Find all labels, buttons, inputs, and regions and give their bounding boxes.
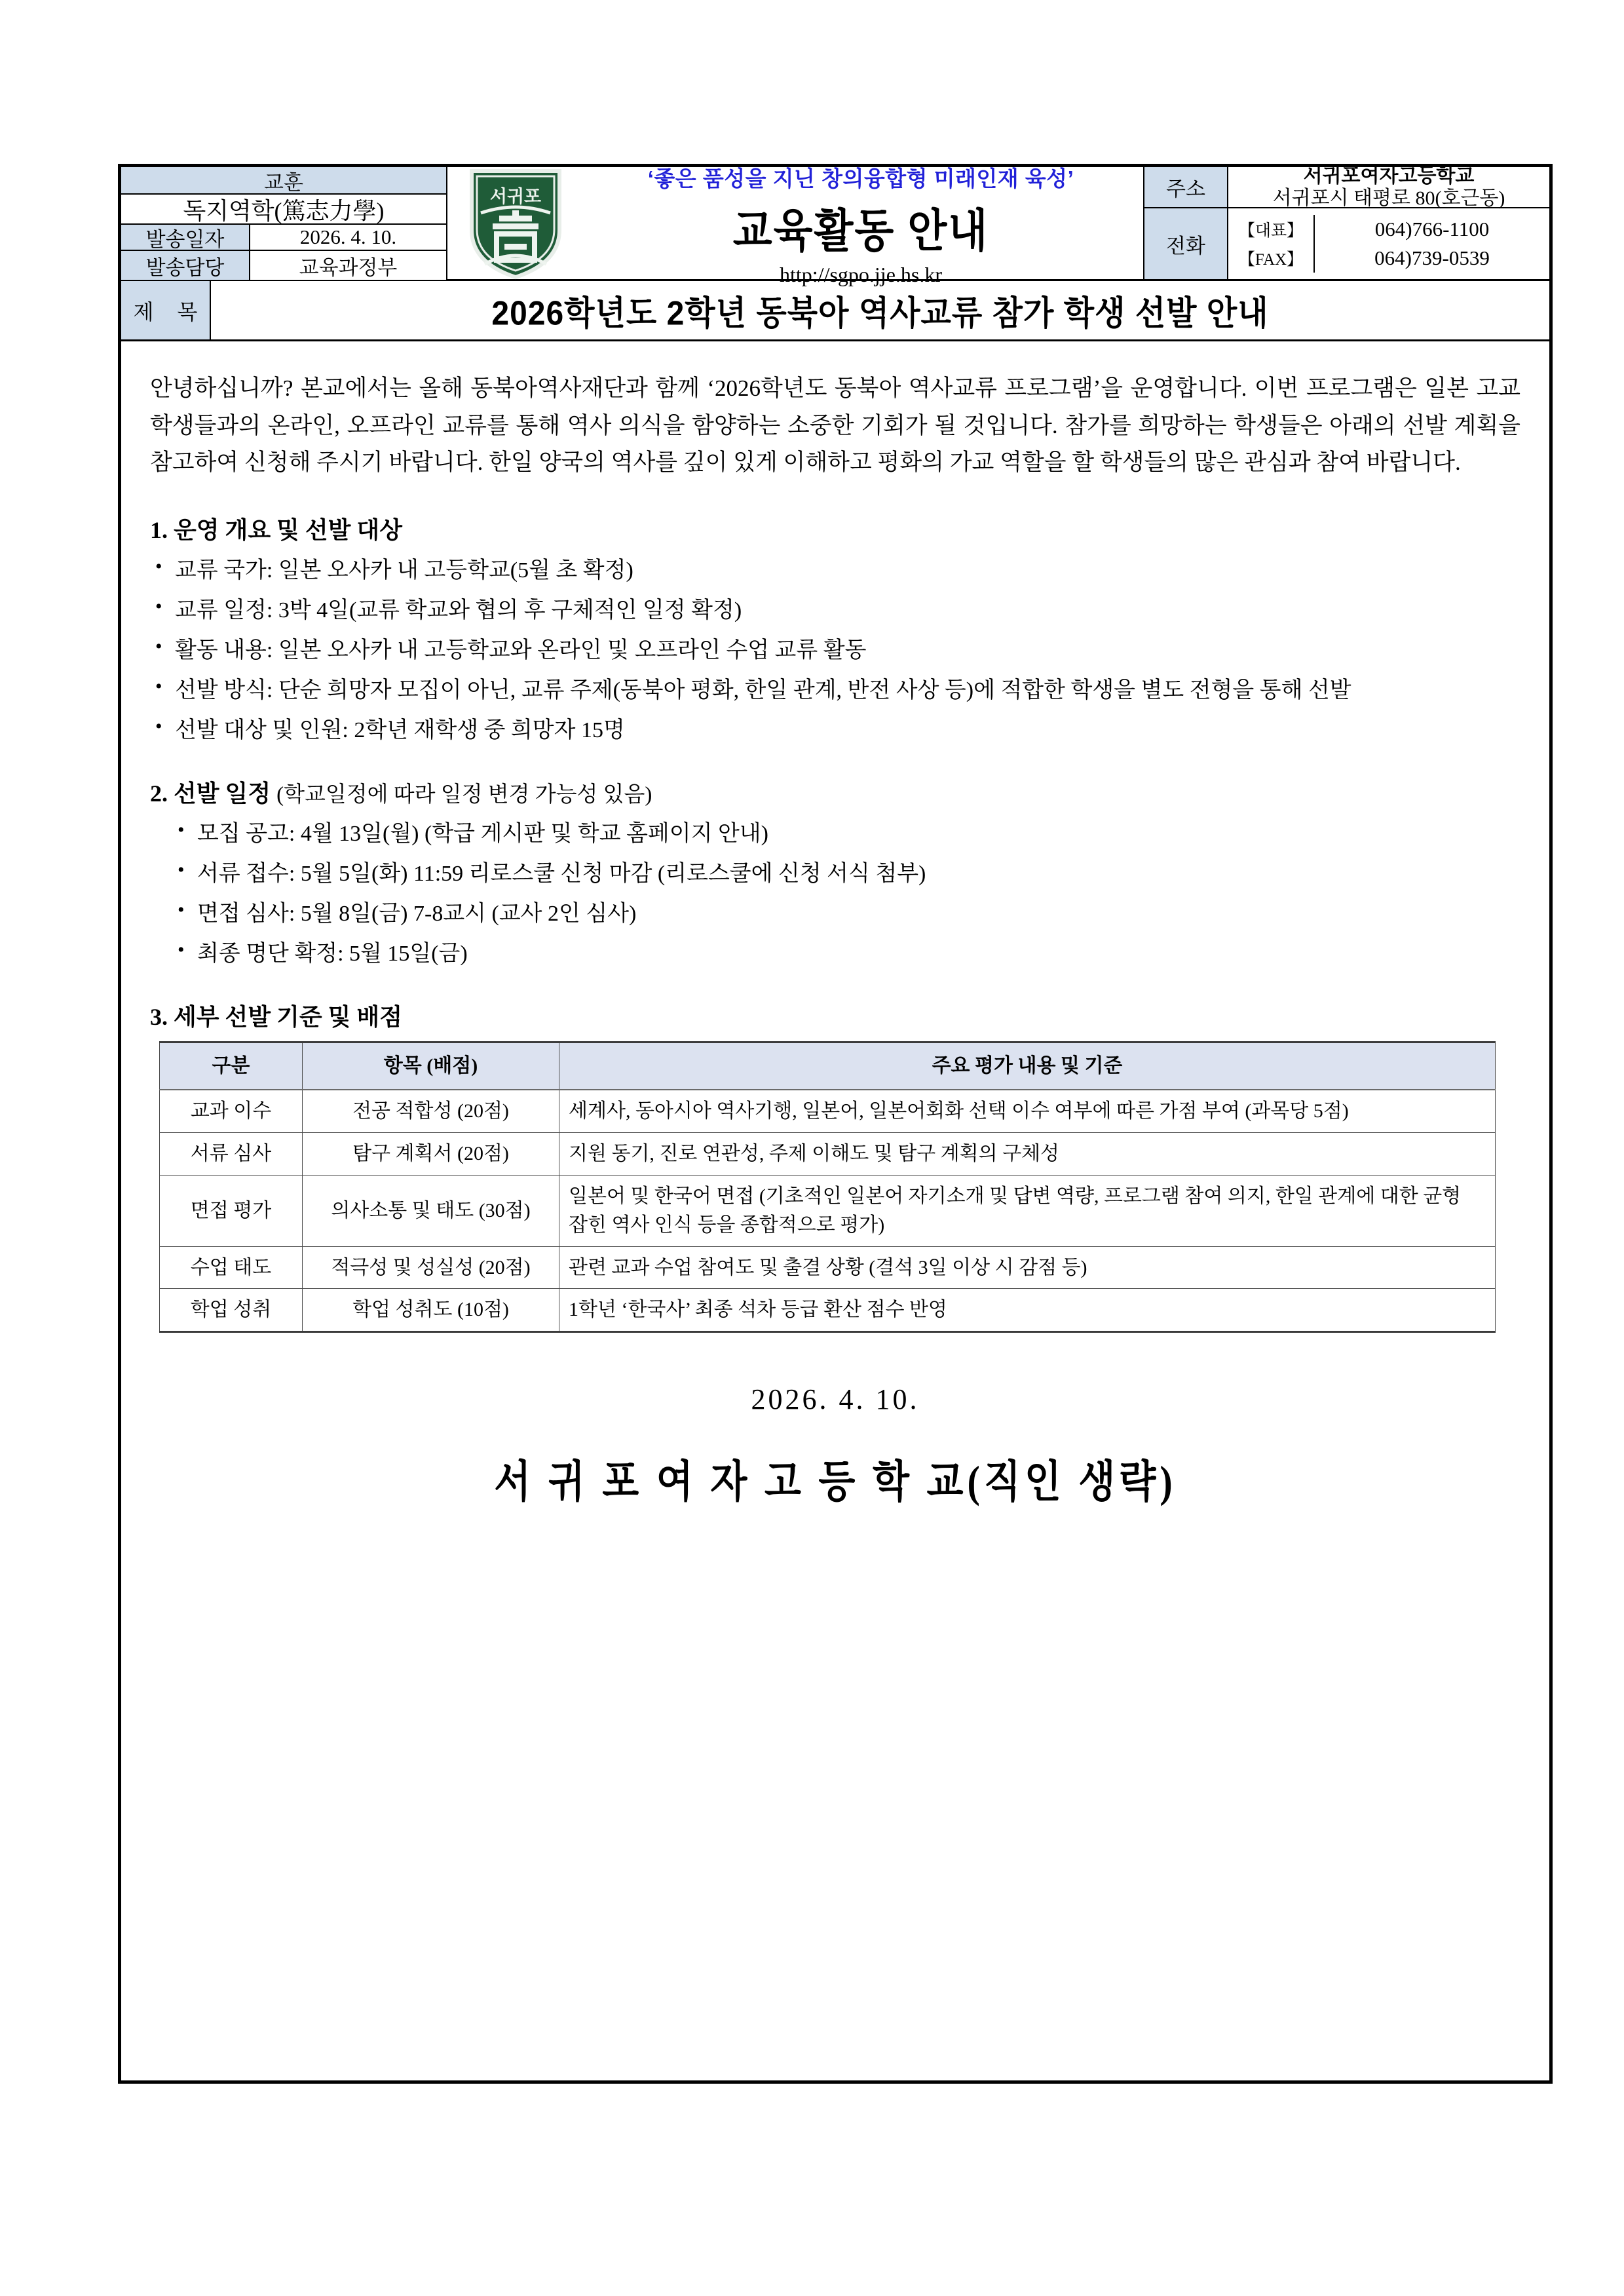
list-item: • 교류 국가: 일본 오사카 내 고등학교(5월 초 확정)	[150, 553, 1520, 588]
address-row	[1144, 164, 1549, 209]
cell-division: 수업 태도	[160, 1246, 303, 1289]
document-page	[118, 164, 1553, 2084]
table-row	[160, 1133, 1496, 1176]
school-name-text: 서귀포여자고등학교	[1303, 164, 1475, 187]
phone-label: 전화	[1144, 208, 1228, 279]
column-header-division: 구분	[160, 1043, 303, 1090]
subject-label: 제 목	[121, 281, 211, 339]
table-header	[160, 1043, 1496, 1090]
column-header-item: 항목 (배점)	[303, 1043, 559, 1090]
document-type-title: 교육활동 안내	[732, 206, 989, 257]
cell-division: 학업 성취	[160, 1289, 303, 1332]
phone-main-tag: 【대표】	[1228, 215, 1315, 244]
section-2-title	[150, 775, 1520, 809]
table-row	[160, 1175, 1496, 1246]
motto-value: 독지역학(篤志力學)	[121, 195, 446, 225]
motto-label: 교훈	[121, 167, 446, 195]
footer-date: 2026. 4. 10.	[751, 1383, 920, 1416]
section-1-title	[150, 512, 1520, 545]
phone-values	[1228, 208, 1549, 279]
intro-paragraph: 안녕하십니까? 본교에서는 올해 동북아역사재단과 함께 ‘2026학년도 동북아 역사교류 프로그램’을 운영합니다. 이번 프로그램은 일본 고교 학생들과의 온라인, 오프라인 교류를 통해 역사 의식을 함양하는 소중한 기회가 될 것입니다. 참가를 희망하는 학생들은 아래의 선발 계획을 참고하여 신청해 주시기 바랍니다. 한일 양국의 역사를 깊이 있게 이해하고 평화의 가교 역할을 할 학생들의 많은 관심과 참여 바랍니다.	[150, 375, 1520, 476]
list-item: • 면접 심사: 5월 8일(금) 7-8교시 (교사 2인 심사)	[172, 896, 1520, 931]
list-item: • 최종 명단 확정: 5월 15일(금)	[172, 936, 1520, 971]
cell-item: 의사소통 및 태도 (30점)	[303, 1175, 559, 1246]
cell-description: 관련 교과 수업 참여도 및 출결 상황 (결석 3일 이상 시 감점 등)	[559, 1246, 1496, 1289]
title-text-column	[580, 159, 1139, 287]
column-header-description: 주요 평가 내용 및 기준	[559, 1043, 1496, 1090]
send-dept-row	[121, 251, 446, 280]
school-emblem-wrap	[451, 167, 580, 280]
subject-title: 2026학년도 2학년 동북아 역사교류 참가 학생 선발 안내	[491, 295, 1269, 333]
section-1-number: 1.	[150, 517, 168, 544]
table-row	[160, 1090, 1496, 1132]
send-dept-label: 발송담당	[121, 251, 250, 280]
table-header-row	[160, 1043, 1496, 1090]
section-1-heading: 운영 개요 및 선발 대상	[174, 517, 402, 544]
send-date-label: 발송일자	[121, 225, 250, 250]
phone-fax-value: 064)739-0539	[1374, 246, 1490, 269]
section-3-heading: 세부 선발 기준 및 배점	[174, 1004, 402, 1031]
list-item: • 서류 접수: 5월 5일(화) 11:59 리로스쿨 신청 마감 (리로스쿨에 신청 서식 첨부)	[172, 856, 1520, 891]
cell-division: 면접 평가	[160, 1175, 303, 1246]
cell-item: 학업 성취도 (10점)	[303, 1289, 559, 1332]
send-date-row	[121, 225, 446, 251]
cell-description: 지원 동기, 진로 연관성, 주제 이해도 및 탐구 계획의 구체성	[559, 1133, 1496, 1176]
cell-description: 일본어 및 한국어 면접 (기초적인 일본어 자기소개 및 답변 역량, 프로그램 참여 의지, 한일 관계에 대한 균형 잡힌 역사 인식 등을 종합적으로 평가)	[559, 1175, 1496, 1246]
section-2-heading: 선발 일정	[174, 780, 271, 807]
header-title-block	[447, 166, 1144, 286]
phone-main-row	[1228, 215, 1549, 244]
header-left-info-table	[121, 167, 447, 279]
section-3-number: 3.	[150, 1004, 168, 1031]
cell-item: 적극성 및 성실성 (20점)	[303, 1246, 559, 1289]
document-footer	[150, 1383, 1520, 1512]
phone-fax-tag: 【FAX】	[1228, 244, 1315, 273]
address-label: 주소	[1144, 167, 1228, 207]
footer-school-signature: 서 귀 포 여 자 고 등 학 교(직인 생략)	[494, 1457, 1177, 1507]
phone-fax-row	[1228, 244, 1549, 273]
school-website-url[interactable]: http://sgpo.jje.hs.kr	[780, 263, 942, 286]
list-item: • 교류 일정: 3박 4일(교류 학교와 협의 후 구체적인 일정 확정)	[150, 593, 1520, 628]
school-emblem-icon	[466, 167, 565, 280]
header-contact-table	[1144, 164, 1549, 279]
send-date-value: 2026. 4. 10.	[250, 225, 446, 250]
vision-statement: ‘좋은 품성을 지닌 창의융합형 미래인재 육성’	[647, 166, 1074, 191]
send-dept-value: 교육과정부	[250, 251, 446, 280]
table-row	[160, 1289, 1496, 1332]
svg-text:서귀포: 서귀포	[489, 186, 542, 206]
table-body	[160, 1090, 1496, 1331]
subject-row	[121, 281, 1549, 341]
cell-description: 1학년 ‘한국사’ 최종 석차 등급 환산 점수 반영	[559, 1289, 1496, 1332]
phone-row	[1144, 208, 1549, 279]
document-header	[121, 164, 1549, 286]
list-item: • 선발 대상 및 인원: 2학년 재학생 중 희망자 15명	[150, 713, 1520, 748]
list-item: • 활동 내용: 일본 오사카 내 고등학교와 온라인 및 오프라인 수업 교류 활동	[150, 633, 1520, 668]
section-2-note: (학교일정에 따라 일정 변경 가능성 있음)	[276, 783, 652, 807]
cell-item: 탐구 계획서 (20점)	[303, 1133, 559, 1176]
document-body	[121, 341, 1549, 1512]
address-line-text: 서귀포시 태평로 80(호근동)	[1272, 187, 1505, 209]
table-row	[160, 1246, 1496, 1289]
section-2-number: 2.	[150, 780, 168, 807]
phone-main-value: 064)766-1100	[1374, 218, 1490, 240]
list-item: • 모집 공고: 4월 13일(월) (학급 게시판 및 학교 홈페이지 안내)	[172, 816, 1520, 851]
cell-division: 교과 이수	[160, 1090, 303, 1132]
section-1-list	[150, 553, 1520, 748]
section-3-title	[150, 999, 1520, 1032]
section-2-list	[150, 816, 1520, 971]
cell-description: 세계사, 동아시아 역사기행, 일본어, 일본어회화 선택 이수 여부에 따른 가점 부여 (과목당 5점)	[559, 1090, 1496, 1132]
list-item: • 선발 방식: 단순 희망자 모집이 아닌, 교류 주제(동북아 평화, 한일 관계, 반전 사상 등)에 적합한 학생을 별도 전형을 통해 선발	[150, 673, 1520, 708]
selection-criteria-table	[159, 1041, 1496, 1333]
address-value	[1228, 164, 1549, 209]
cell-division: 서류 심사	[160, 1133, 303, 1176]
cell-item: 전공 적합성 (20점)	[303, 1090, 559, 1132]
